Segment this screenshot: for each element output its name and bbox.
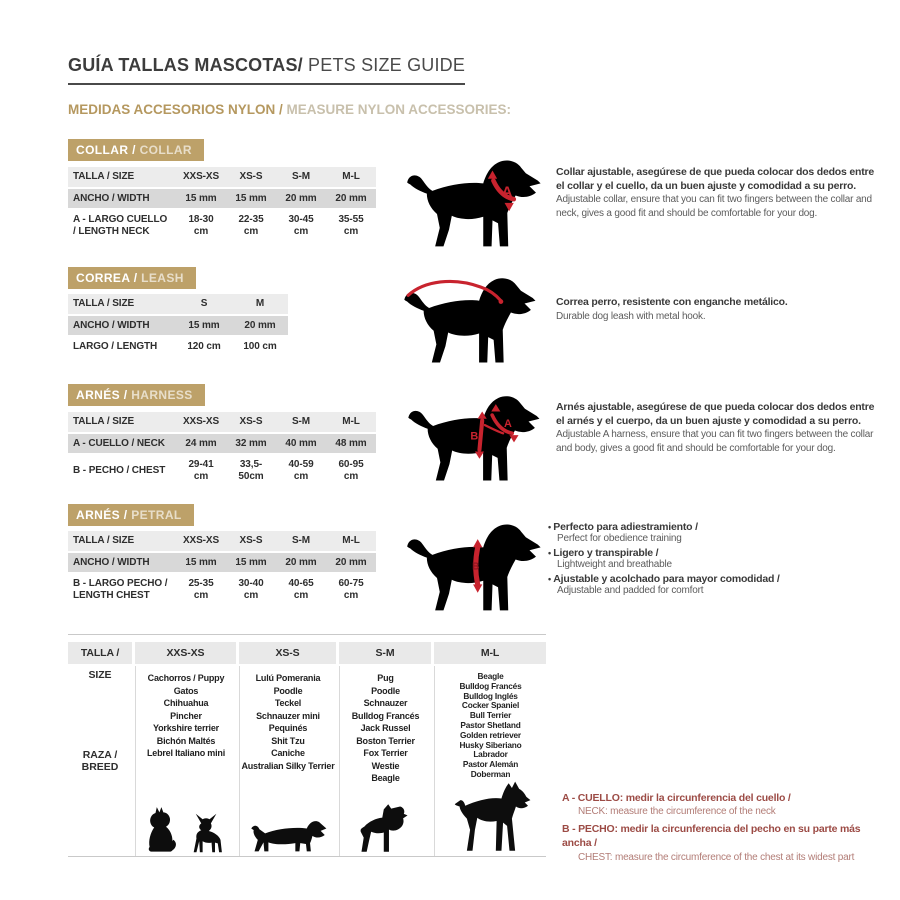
breed-item: Schnauzer	[363, 698, 408, 708]
breed-col-header: XXS-XS	[135, 642, 236, 664]
leash-desc-en: Durable dog leash with metal hook.	[556, 310, 706, 322]
table-cell: 40 mm	[285, 437, 317, 449]
section-heading-harness	[68, 384, 205, 406]
animal-silhouettes	[449, 780, 533, 856]
heading-collar-es: COLLAR /	[76, 143, 136, 157]
section-heading-leash	[68, 267, 196, 289]
heading-harness-es: ARNÉS /	[76, 388, 128, 402]
breed-item: Westie	[371, 760, 400, 771]
table-cell: 20 mm	[285, 556, 317, 568]
footnote-a	[562, 791, 892, 818]
table-cell: 29-41 cm	[188, 459, 214, 482]
measure-letter-a: A	[501, 184, 513, 201]
petral-size-table	[68, 531, 376, 607]
breed-item: Cocker Spaniel	[461, 700, 520, 711]
table-cell: 22-35 cm	[238, 214, 264, 237]
table-row	[68, 210, 376, 241]
breed-item: Shit Tzu	[271, 735, 305, 746]
footnote-b	[562, 822, 892, 863]
harness-description	[556, 401, 878, 455]
petral-feature-list	[548, 521, 883, 599]
table-cell: 18-30 cm	[188, 214, 214, 237]
dachshund-silhouette-icon	[248, 816, 328, 854]
table-cell: 40-65 cm	[288, 578, 314, 601]
breed-item: Fox Terrier	[363, 748, 408, 758]
table-cell: ANCHO / WIDTH	[73, 192, 150, 204]
breed-col-xxs-xs	[135, 666, 236, 856]
heading-petral-es: ARNÉS /	[76, 508, 128, 522]
collar-desc-en: Adjustable collar, ensure that you can fit two fingers between the collar and neck, gives a good fit and should be comfortable for your dog.	[556, 194, 872, 219]
breed-list	[241, 672, 334, 772]
breed-col-header: TALLA / SIZE	[68, 642, 132, 664]
breed-item: Poodle	[273, 685, 303, 696]
table-cell: XXS-XS	[182, 416, 220, 427]
table-cell: TALLA / SIZE	[73, 171, 135, 182]
table-cell: A - LARGO CUELLO / LENGTH NECK	[73, 214, 168, 237]
table-row	[68, 337, 288, 357]
table-cell: 24 mm	[185, 437, 217, 449]
breed-row-label: RAZA / BREED	[81, 748, 119, 773]
table-cell: 48 mm	[335, 437, 367, 449]
breed-col-header: S-M	[339, 642, 431, 664]
table-cell: M	[255, 298, 265, 309]
table-cell: 15 mm	[235, 556, 267, 568]
breed-item: Golden retriever	[460, 729, 521, 740]
breed-item: Boston Terrier	[356, 735, 415, 746]
table-cell: M-L	[342, 416, 360, 427]
breed-col-header: M-L	[434, 642, 546, 664]
breed-item: Poodle	[371, 685, 400, 696]
arrow-down-icon	[475, 451, 484, 458]
footnote-b-es: B - PECHO: medir la circunferencia del pecho en su parte más ancha /	[562, 823, 861, 850]
breed-item: Lulú Pomerania	[255, 673, 321, 683]
table-row	[68, 294, 288, 314]
table-cell: 15 mm	[185, 192, 217, 204]
breed-item: Husky Siberiano	[459, 739, 522, 750]
doberman-silhouette-icon	[449, 780, 533, 854]
table-cell: 25-35 cm	[188, 578, 214, 601]
breed-item: Jack Russel	[360, 723, 411, 733]
table-row	[68, 455, 376, 486]
cat-silhouette-icon	[147, 806, 181, 854]
collar-desc-es: Collar ajustable, asegúrese de que pueda colocar dos dedos entre el collar y el cuello, da un buen ajuste y comodidad a su perro.	[556, 166, 875, 192]
table-cell: 120 cm	[187, 341, 221, 352]
heading-petral-en: PETRAL	[127, 508, 182, 522]
table-row	[68, 553, 376, 573]
breed-item: Beagle	[477, 671, 504, 681]
dog-leash-illustration	[394, 268, 546, 368]
breed-list	[352, 672, 420, 785]
harness-desc-en: Adjustable A harness, ensure that you can fit two fingers between the collar and body, gives a good fit and should be comfortable for your dog.	[556, 429, 874, 454]
table-cell: 15 mm	[188, 319, 220, 331]
table-row	[68, 189, 376, 209]
section-heading-petral	[68, 504, 194, 526]
table-cell: 15 mm	[185, 556, 217, 568]
measure-letter-a: A	[504, 417, 512, 430]
feature-es: • Perfecto para adiestramiento /	[548, 521, 883, 533]
table-cell: XS-S	[239, 171, 263, 182]
breed-col-xs-s	[239, 666, 336, 856]
table-cell: 33,5-50cm	[238, 459, 264, 482]
table-cell: 60-75 cm	[338, 578, 364, 601]
footnote-a-es: A - CUELLO: medir la circunferencia del cuello /	[562, 792, 791, 804]
page-title-es: GUÍA TALLAS MASCOTAS/	[68, 55, 303, 75]
harness-desc-es: Arnés ajustable, asegúrese de que pueda colocar dos dedos entre el arnés y el cuerpo, da un buen ajuste y comodidad a su perro.	[556, 401, 875, 427]
breed-item: Bulldog Inglés	[463, 690, 518, 701]
breed-item: Chihuahua	[163, 698, 209, 708]
table-row	[68, 316, 288, 336]
table-cell: S-M	[291, 171, 311, 182]
page-subtitle-en: MEASURE NYLON ACCESSORIES:	[282, 102, 512, 117]
table-cell: M-L	[342, 171, 360, 182]
leash-size-table	[68, 294, 288, 359]
table-row	[68, 434, 376, 454]
page-subtitle	[68, 102, 511, 117]
table-cell: S-M	[291, 416, 311, 427]
harness-size-table	[68, 412, 376, 488]
breed-col-header: XS-S	[239, 642, 336, 664]
breed-item: Pastor Alemán	[462, 759, 519, 770]
table-cell: LARGO / LENGTH	[73, 341, 158, 352]
feature-es: • Ligero y transpirable /	[548, 547, 883, 559]
dog-harness-illustration	[400, 386, 548, 486]
table-row	[68, 167, 376, 187]
breed-item: Pequinés	[268, 723, 308, 733]
footnote-b-en: CHEST: measure the circumference of the chest at its widest part	[578, 851, 855, 863]
heading-collar-en: COLLAR	[135, 143, 193, 157]
table-cell: 20 mm	[285, 192, 317, 204]
breed-item: Bulldog Francés	[351, 710, 420, 721]
breed-col-s-m	[339, 666, 431, 856]
table-cell: 40-59 cm	[288, 459, 314, 482]
schnauzer-silhouette-icon	[357, 802, 415, 854]
page-title	[68, 55, 465, 85]
section-heading-collar	[68, 139, 204, 161]
footnote-a-en: NECK: measure the circumference of the neck	[578, 806, 776, 818]
table-cell: M-L	[342, 535, 360, 546]
table-cell: 35-55 cm	[338, 214, 364, 237]
breed-item: Pug	[377, 673, 394, 683]
chihuahua-silhouette-icon	[193, 812, 226, 854]
table-cell: XXS-XS	[182, 171, 220, 182]
table-cell: 20 mm	[335, 192, 367, 204]
heading-leash-en: LEASH	[137, 271, 184, 285]
page-title-en: PETS SIZE GUIDE	[302, 55, 466, 75]
breed-list	[459, 672, 521, 780]
breed-list	[147, 672, 225, 760]
measurement-footnotes	[562, 791, 892, 868]
collar-size-table	[68, 167, 376, 243]
table-row	[68, 412, 376, 432]
heading-harness-en: HARNESS	[127, 388, 193, 402]
leash-description	[556, 296, 878, 323]
table-cell: A - CUELLO / NECK	[73, 437, 165, 449]
arrow-down-icon	[509, 435, 518, 442]
measure-letter-b: B	[470, 430, 479, 443]
table-cell: TALLA / SIZE	[73, 416, 135, 427]
feature-en: Perfect for obedience training	[557, 533, 682, 544]
breed-col-m-l	[434, 666, 546, 856]
breed-item: Gatos	[173, 685, 199, 696]
table-cell: 32 mm	[235, 437, 267, 449]
animal-silhouettes	[147, 806, 226, 856]
breed-item: Lebrel Italiano mini	[146, 748, 225, 758]
breed-table	[68, 634, 546, 857]
table-cell: ANCHO / WIDTH	[73, 319, 150, 331]
dog-collar-illustration	[400, 150, 548, 252]
feature-item	[548, 573, 883, 596]
feature-en: Adjustable and padded for comfort	[557, 585, 704, 596]
table-cell: TALLA / SIZE	[73, 298, 135, 309]
arrow-up-icon	[473, 539, 482, 547]
table-cell: TALLA / SIZE	[73, 535, 135, 546]
breed-item: Schnauzer mini	[256, 710, 320, 721]
dog-petral-illustration	[400, 513, 548, 617]
breed-item: Beagle	[371, 773, 400, 783]
breed-item: Doberman	[470, 768, 511, 779]
leash-desc-es: Correa perro, resistente con enganche metálico.	[556, 296, 788, 308]
table-row	[68, 574, 376, 605]
feature-en: Lightweight and breathable	[557, 559, 672, 570]
feature-item	[548, 521, 883, 544]
table-row	[68, 531, 376, 551]
breed-table-body	[68, 666, 546, 857]
table-cell: B - PECHO / CHEST	[73, 464, 166, 476]
table-cell: 30-40 cm	[238, 578, 264, 601]
breed-item: Pastor Shetland	[460, 719, 521, 730]
table-cell: 15 mm	[235, 192, 267, 204]
measure-letter-b: B	[472, 561, 480, 573]
feature-item	[548, 547, 883, 570]
breed-item: Bull Terrier	[469, 710, 512, 721]
animal-silhouettes	[248, 816, 328, 856]
breed-item: Caniche	[271, 748, 305, 758]
table-cell: XS-S	[239, 535, 263, 546]
table-cell: S	[200, 298, 208, 309]
breed-item: Bulldog Francés	[459, 680, 522, 691]
heading-leash-es: CORREA /	[76, 271, 138, 285]
feature-es: • Ajustable y acolchado para mayor comodidad /	[548, 573, 883, 585]
breed-item: Yorkshire terrier	[153, 723, 219, 733]
breed-item: Pincher	[170, 710, 202, 721]
harness-chest-mark	[479, 421, 482, 450]
breed-item: Teckel	[274, 698, 302, 708]
table-cell: B - LARGO PECHO / LENGTH CHEST	[73, 578, 168, 601]
table-cell: 60-95 cm	[338, 459, 364, 482]
table-cell: 20 mm	[244, 319, 276, 331]
table-cell: 20 mm	[335, 556, 367, 568]
breed-item: Australian Silky Terrier	[241, 760, 335, 771]
breed-item: Bichón Maltés	[156, 735, 216, 746]
table-cell: S-M	[291, 535, 311, 546]
page-subtitle-es: MEDIDAS ACCESORIOS NYLON /	[68, 102, 283, 117]
animal-silhouettes	[357, 802, 415, 856]
table-cell: XXS-XS	[182, 535, 220, 546]
arrow-down-icon	[473, 584, 482, 592]
collar-description	[556, 166, 878, 220]
table-cell: 100 cm	[243, 341, 277, 352]
table-cell: 30-45 cm	[288, 214, 314, 237]
leash-hook-mark	[499, 299, 504, 304]
table-cell: XS-S	[239, 416, 263, 427]
breed-item: Labrador	[473, 749, 508, 760]
breed-item: Cachorros / Puppy	[147, 673, 225, 683]
table-cell: ANCHO / WIDTH	[73, 556, 150, 568]
